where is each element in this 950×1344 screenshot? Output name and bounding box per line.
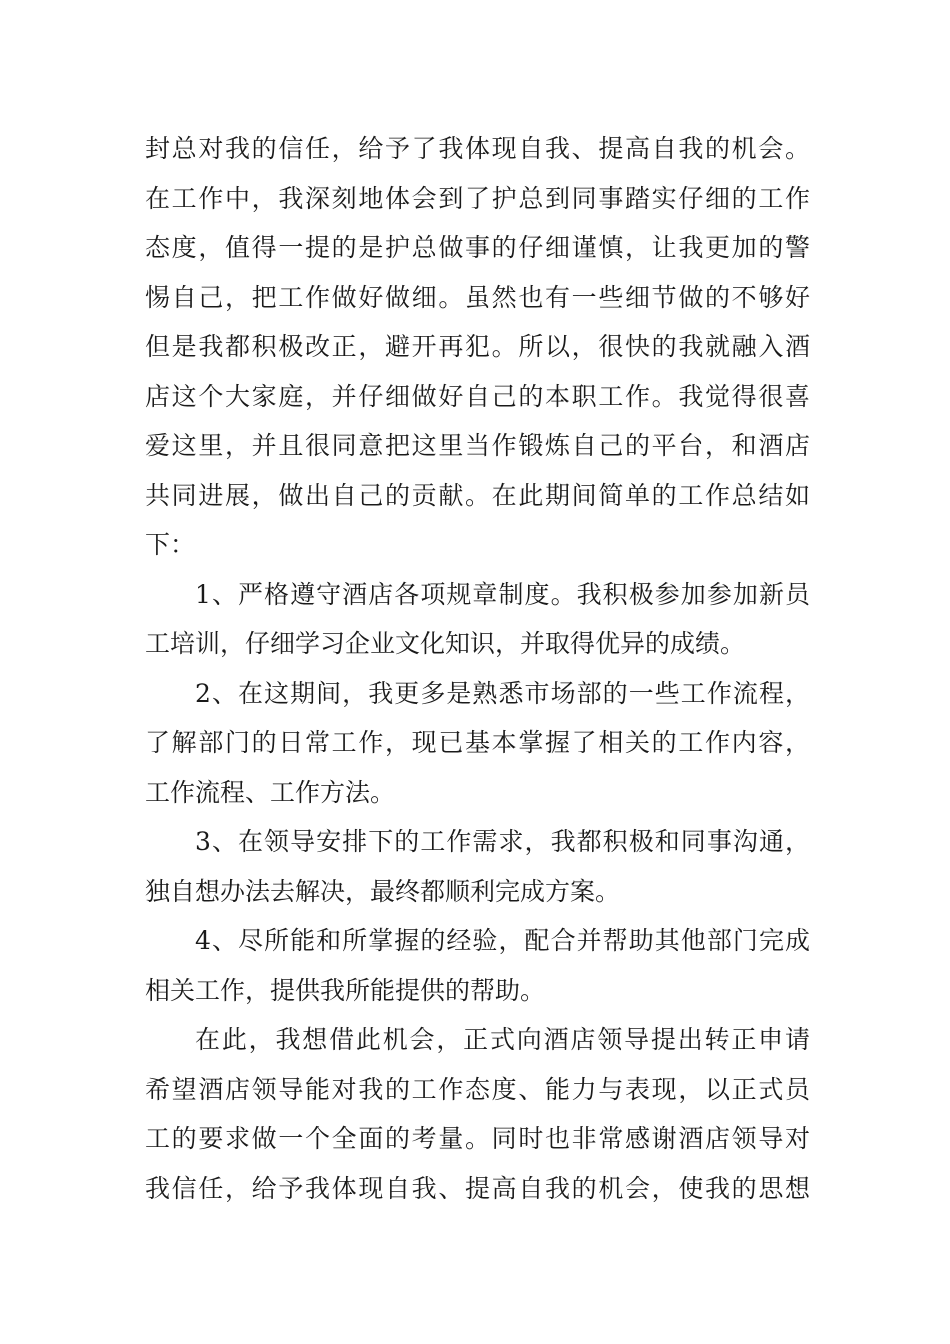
document-body [145,124,810,1213]
text-line: 惕自己，把工作做好做细。虽然也有一些细节做的不够好 [145,282,810,312]
text-line: 共同进展，做出自己的贡献。在此期间简单的工作总结如 [145,480,810,510]
paragraph-item-4 [145,916,810,1015]
text-line: 我信任，给予我体现自我、提高自我的机会，使我的思想 [145,1173,810,1203]
text-line: 店这个大家庭，并仔细做好自己的本职工作。我觉得很喜 [145,381,810,411]
text-line: 封总对我的信任，给予了我体现自我、提高自我的机会。 [145,134,810,163]
text-line: 爱这里，并且很同意把这里当作锻炼自己的平台，和酒店 [145,431,810,460]
paragraph-intro [145,124,810,570]
text-line: 但是我都积极改正，避开再犯。所以，很快的我就融入酒 [145,332,810,361]
text-line: 在此，我想借此机会，正式向酒店领导提出转正申请 [195,1025,810,1054]
text-line: 相关工作，提供我所能提供的帮助。 [145,975,546,1005]
text-line: 2、在这期间，我更多是熟悉市场部的一些工作流程， [195,678,810,708]
text-line: 4、尽所能和所掌握的经验，配合并帮助其他部门完成 [195,926,810,955]
text-line: 了解部门的日常工作，现已基本掌握了相关的工作内容， [145,728,810,757]
text-line: 在工作中，我深刻地体会到了护总到同事踏实仔细的工作 [145,183,810,213]
paragraph-item-1 [145,570,810,669]
text-line: 希望酒店领导能对我的工作态度、能力与表现，以正式员 [145,1074,810,1104]
text-line: 工作流程、工作方法。 [145,777,396,807]
paragraph-item-2 [145,669,810,818]
text-line: 工的要求做一个全面的考量。同时也非常感谢酒店领导对 [145,1124,810,1153]
paragraph-closing [145,1015,810,1213]
text-line: 态度，值得一提的是护总做事的仔细谨慎，让我更加的警 [145,233,810,262]
text-line: 独自想办法去解决，最终都顺利完成方案。 [145,876,621,906]
text-line: 3、在领导安排下的工作需求，我都积极和同事沟通， [195,827,810,856]
text-line: 工培训，仔细学习企业文化知识，并取得优异的成绩。 [145,629,746,658]
paragraph-item-3 [145,817,810,916]
text-line: 下： [145,530,196,559]
text-line: 1、严格遵守酒店各项规章制度。我积极参加参加新员 [195,579,810,609]
